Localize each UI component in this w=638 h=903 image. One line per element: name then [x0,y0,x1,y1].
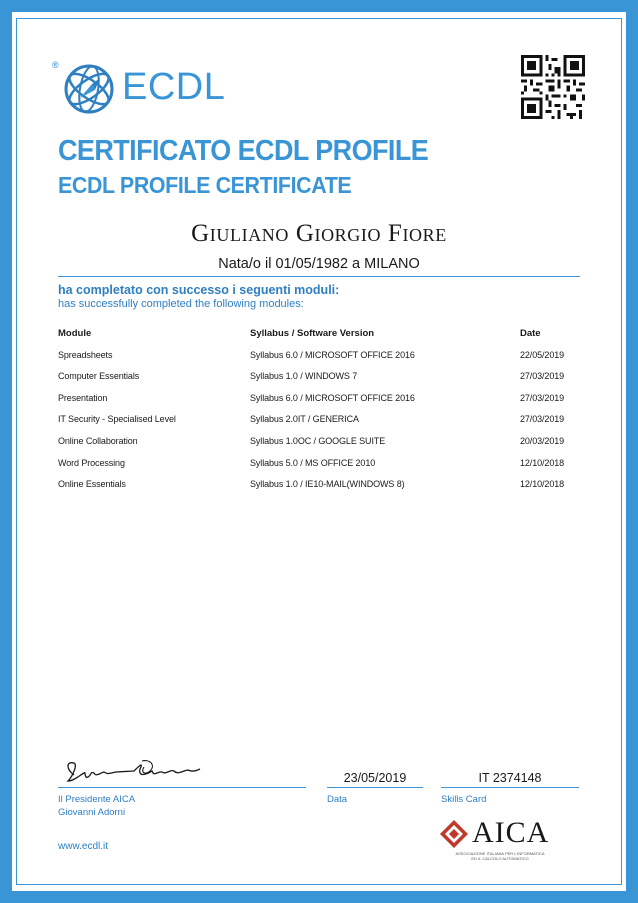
aica-logo-text: AICA [472,816,550,849]
header-date: Date [520,328,541,339]
module-syllabus: Syllabus 1.0 / WINDOWS 7 [250,371,358,382]
header-syllabus: Syllabus / Software Version [250,328,375,339]
signature-line [58,787,306,788]
module-name: Computer Essentials [58,371,140,382]
module-date: 20/03/2019 [520,435,565,446]
module-name: Spreadsheets [58,349,113,360]
president-signature [60,757,210,787]
issue-date-value: 23/05/2019 [343,771,407,785]
skills-card-line [441,787,579,788]
divider [58,276,580,277]
aica-subtitle: ASSOCIAZIONE ITALIANA PER L'INFORMATICA ED IL CALCOLO AUTOMATICO [455,851,545,861]
table-row [58,436,580,458]
ecdl-logo [52,58,282,118]
skills-card-value: IT 2374148 [478,771,542,785]
table-row [58,414,580,436]
certificate-title-italian: CERTIFICATO ECDL PROFILE [58,135,429,167]
holder-name: Giuliano Giorgio Fiore [191,220,447,247]
module-syllabus: Syllabus 6.0 / MICROSOFT OFFICE 2016 [250,349,415,360]
table-header [58,328,580,350]
module-date: 27/03/2019 [520,392,565,403]
ecdl-logo-text: ECDL [122,66,226,108]
module-date: 12/10/2018 [520,457,565,468]
module-syllabus: Syllabus 6.0 / MICROSOFT OFFICE 2016 [250,392,415,403]
qr-code-icon [521,55,585,119]
registered-mark: ® [52,60,59,70]
modules-table [58,328,580,501]
module-syllabus: Syllabus 5.0 / MS OFFICE 2010 [250,457,376,468]
intro-italian: ha completato con successo i seguenti moduli: [58,283,340,297]
president-label: Il Presidente AICA [58,794,136,805]
table-row [58,350,580,372]
module-name: Online Essentials [58,479,126,490]
module-name: Word Processing [58,457,125,468]
module-date: 12/10/2018 [520,479,565,490]
module-syllabus: Syllabus 1.0 / IE10-MAIL(WINDOWS 8) [250,479,405,490]
date-label: Data [327,794,348,805]
holder-birth-info: Nata/o il 01/05/1982 a MILANO [218,256,420,272]
module-syllabus: Syllabus 2.0IT / GENERICA [250,414,359,425]
skills-card-label: Skills Card [441,794,487,805]
table-row [58,371,580,393]
module-name: Presentation [58,392,108,403]
module-name: Online Collaboration [58,435,138,446]
intro-english: has successfully completed the following modules: [58,298,304,310]
table-row [58,458,580,480]
aica-diamond-icon [440,820,468,848]
ecdl-globe-icon [62,62,116,116]
module-date: 27/03/2019 [520,371,565,382]
certificate-title-english: ECDL PROFILE CERTIFICATE [58,172,352,198]
header-module: Module [58,328,92,339]
module-syllabus: Syllabus 1.0OC / GOOGLE SUITE [250,435,386,446]
table-row [58,479,580,501]
module-name: IT Security - Specialised Level [58,414,176,425]
date-line [327,787,423,788]
aica-logo [440,816,560,862]
table-row [58,393,580,415]
president-name: Giovanni Adorni [58,807,126,818]
website-link[interactable]: www.ecdl.it [58,841,109,852]
module-date: 27/03/2019 [520,414,565,425]
module-date: 22/05/2019 [520,349,565,360]
